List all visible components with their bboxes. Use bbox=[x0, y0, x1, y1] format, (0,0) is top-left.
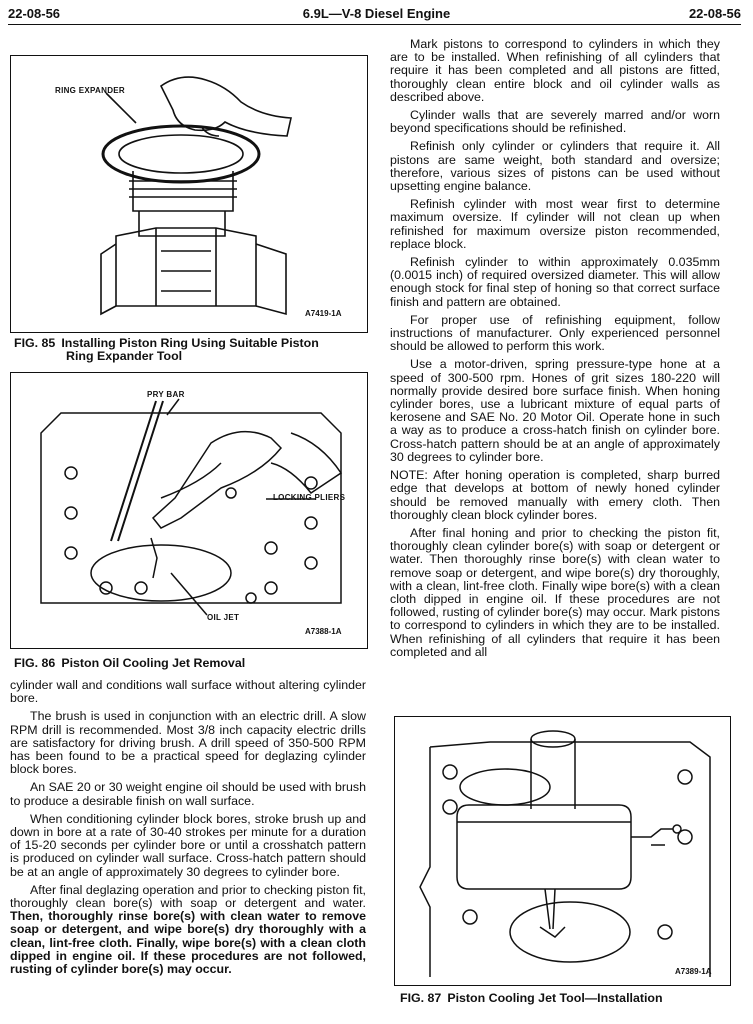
fig87-caption bbox=[400, 992, 730, 1005]
left-paragraph-5-normal: After final deglazing operation and prior to checking piston fit, thoroughly clean bore(s) with soap or detergent and water. bbox=[10, 882, 366, 911]
fig86-drawing bbox=[11, 373, 367, 648]
fig87-number: FIG. 87 bbox=[400, 991, 442, 1005]
right-note: NOTE: After honing operation is completed, sharp burred edge that develops at bottom of newly honed cylinder should be removed manually with emery cloth. Then thoroughly clean block cylinder bores. bbox=[390, 468, 720, 522]
fig87-illustration bbox=[394, 716, 731, 986]
fig87-code: A7389-1A bbox=[675, 967, 712, 976]
fig87-drawing bbox=[395, 717, 730, 985]
pry-bar-label: PRY BAR bbox=[147, 390, 185, 399]
ring-expander-label: RING EXPANDER bbox=[55, 86, 125, 95]
left-paragraph-5 bbox=[10, 884, 366, 976]
fig85-caption-line2: Ring Expander Tool bbox=[66, 349, 183, 363]
locking-pliers-label: LOCKING PLIERS bbox=[273, 493, 346, 502]
left-paragraph-3: An SAE 20 or 30 weight engine oil should be used with brush to produce a desirable finish on wall surface. bbox=[10, 780, 366, 808]
left-column-text bbox=[10, 679, 366, 981]
fig85-caption bbox=[14, 337, 364, 363]
right-paragraph-1: Mark pistons to correspond to cylinders in which they are to be installed. When refinishing of all cylinders that require it has been completed and all pistons are fitted, thoroughly clean entire block and oil cylinder walls as described above. bbox=[390, 37, 720, 104]
fig86-code: A7388-1A bbox=[305, 627, 342, 636]
right-paragraph-6: For proper use of refinishing equipment, follow instructions of manufacturer. Only experienced personnel should be allowed to perform this work. bbox=[390, 312, 720, 354]
right-paragraph-5: Refinish cylinder to within approximately 0.035mm (0.0015 inch) of required oversized diameter. This will allow enough stock for final step of honing so that correct surface finish and pattern are obtained. bbox=[390, 255, 720, 309]
page-number-right: 22-08-56 bbox=[688, 6, 741, 21]
fig86-caption-text: Piston Oil Cooling Jet Removal bbox=[61, 656, 246, 670]
right-paragraph-9: After final honing and prior to checking the piston fit, thoroughly clean cylinder bore(s) with soap or detergent or water. Then thoroughly rinse bore(s) with clean water to remove soap or detergent, and wipe bore(s) dry thoroughly, with a clean, lint-free cloth. Finally wipe bore(s) with a clean cloth dipped in engine oil. If these procedures are not followed, rusting of cylinder bore(s) may occur. Mark pistons to correspond to cylinders in which they are to be installed. When refinishing of all cylinders that require it has been completed and all bbox=[390, 525, 720, 659]
fig87-caption-text: Piston Cooling Jet Tool—Installation bbox=[447, 991, 663, 1005]
left-paragraph-2: The brush is used in conjunction with an electric drill. A slow RPM drill is recommended. Most 3/8 inch capacity electric drills are satisfactory for driving brush. A drill speed of 350-500 RPM has been found to be a practical speed for deglazing cylinder block bores. bbox=[10, 709, 366, 777]
left-paragraph-5-bold: Then, thoroughly rinse bore(s) with clean water to remove soap or detergent, and wipe bore(s) dry thoroughly with a clean, lint-free cloth. Finally, wipe bore(s) with a clean cloth dipped in engine oil. If these procedures are not followed, rusting of cylinder bore(s) may occur. bbox=[10, 909, 366, 977]
right-column-text bbox=[390, 38, 720, 664]
fig85-caption-line1: Installing Piston Ring Using Suitable Piston bbox=[61, 336, 319, 350]
left-paragraph-1: cylinder wall and conditions wall surface without altering cylinder bore. bbox=[10, 678, 366, 706]
fig86-number: FIG. 86 bbox=[14, 656, 56, 670]
right-paragraph-7: Use a motor-driven, spring pressure-type hone at a speed of 300-500 rpm. Hones of grit sizes 180-220 will normally provide desired bore surface finish. When honing cylinder bores, use a lubricant mixture of equal parts of kerosene and SAE No. 20 Motor Oil. Operate hone in such a way as to produce a cross-hatch finish on cylinder bore. Cross-hatch pattern should be at an angle of approximately 30 degrees to cylinder bore. bbox=[390, 357, 720, 464]
oil-jet-label: OIL JET bbox=[207, 613, 240, 622]
fig85-code: A7419-1A bbox=[305, 309, 342, 318]
fig86-illustration bbox=[10, 372, 368, 649]
fig85-illustration bbox=[10, 55, 368, 333]
page-number-left: 22-08-56 bbox=[8, 6, 61, 21]
page-title: 6.9L—V-8 Diesel Engine bbox=[302, 6, 451, 21]
fig85-drawing bbox=[11, 56, 367, 332]
header-rule bbox=[8, 24, 741, 25]
fig86-caption bbox=[14, 657, 364, 670]
left-paragraph-4: When conditioning cylinder block bores, stroke brush up and down in bore at a rate of 30-40 strokes per minute for a duration of 15-20 seconds per cylinder bore or until a crosshatch pattern is produced on cylinder wall surface. Cross-hatch pattern should be at an angle of approximately 30 degrees to cylinder bore. bbox=[10, 811, 366, 879]
right-paragraph-4: Refinish cylinder with most wear first to determine maximum oversize. If cylinder will not clean up when refinished for maximum oversize piston recommended, replace block. bbox=[390, 197, 720, 251]
right-paragraph-3: Refinish only cylinder or cylinders that require it. All pistons are same weight, both standard and oversize; therefore, various sizes of pistons can be used without upsetting engine balance. bbox=[390, 139, 720, 194]
fig85-number: FIG. 85 bbox=[14, 336, 56, 350]
right-paragraph-2: Cylinder walls that are severely marred and/or worn beyond specifications should be refinished. bbox=[390, 108, 720, 136]
